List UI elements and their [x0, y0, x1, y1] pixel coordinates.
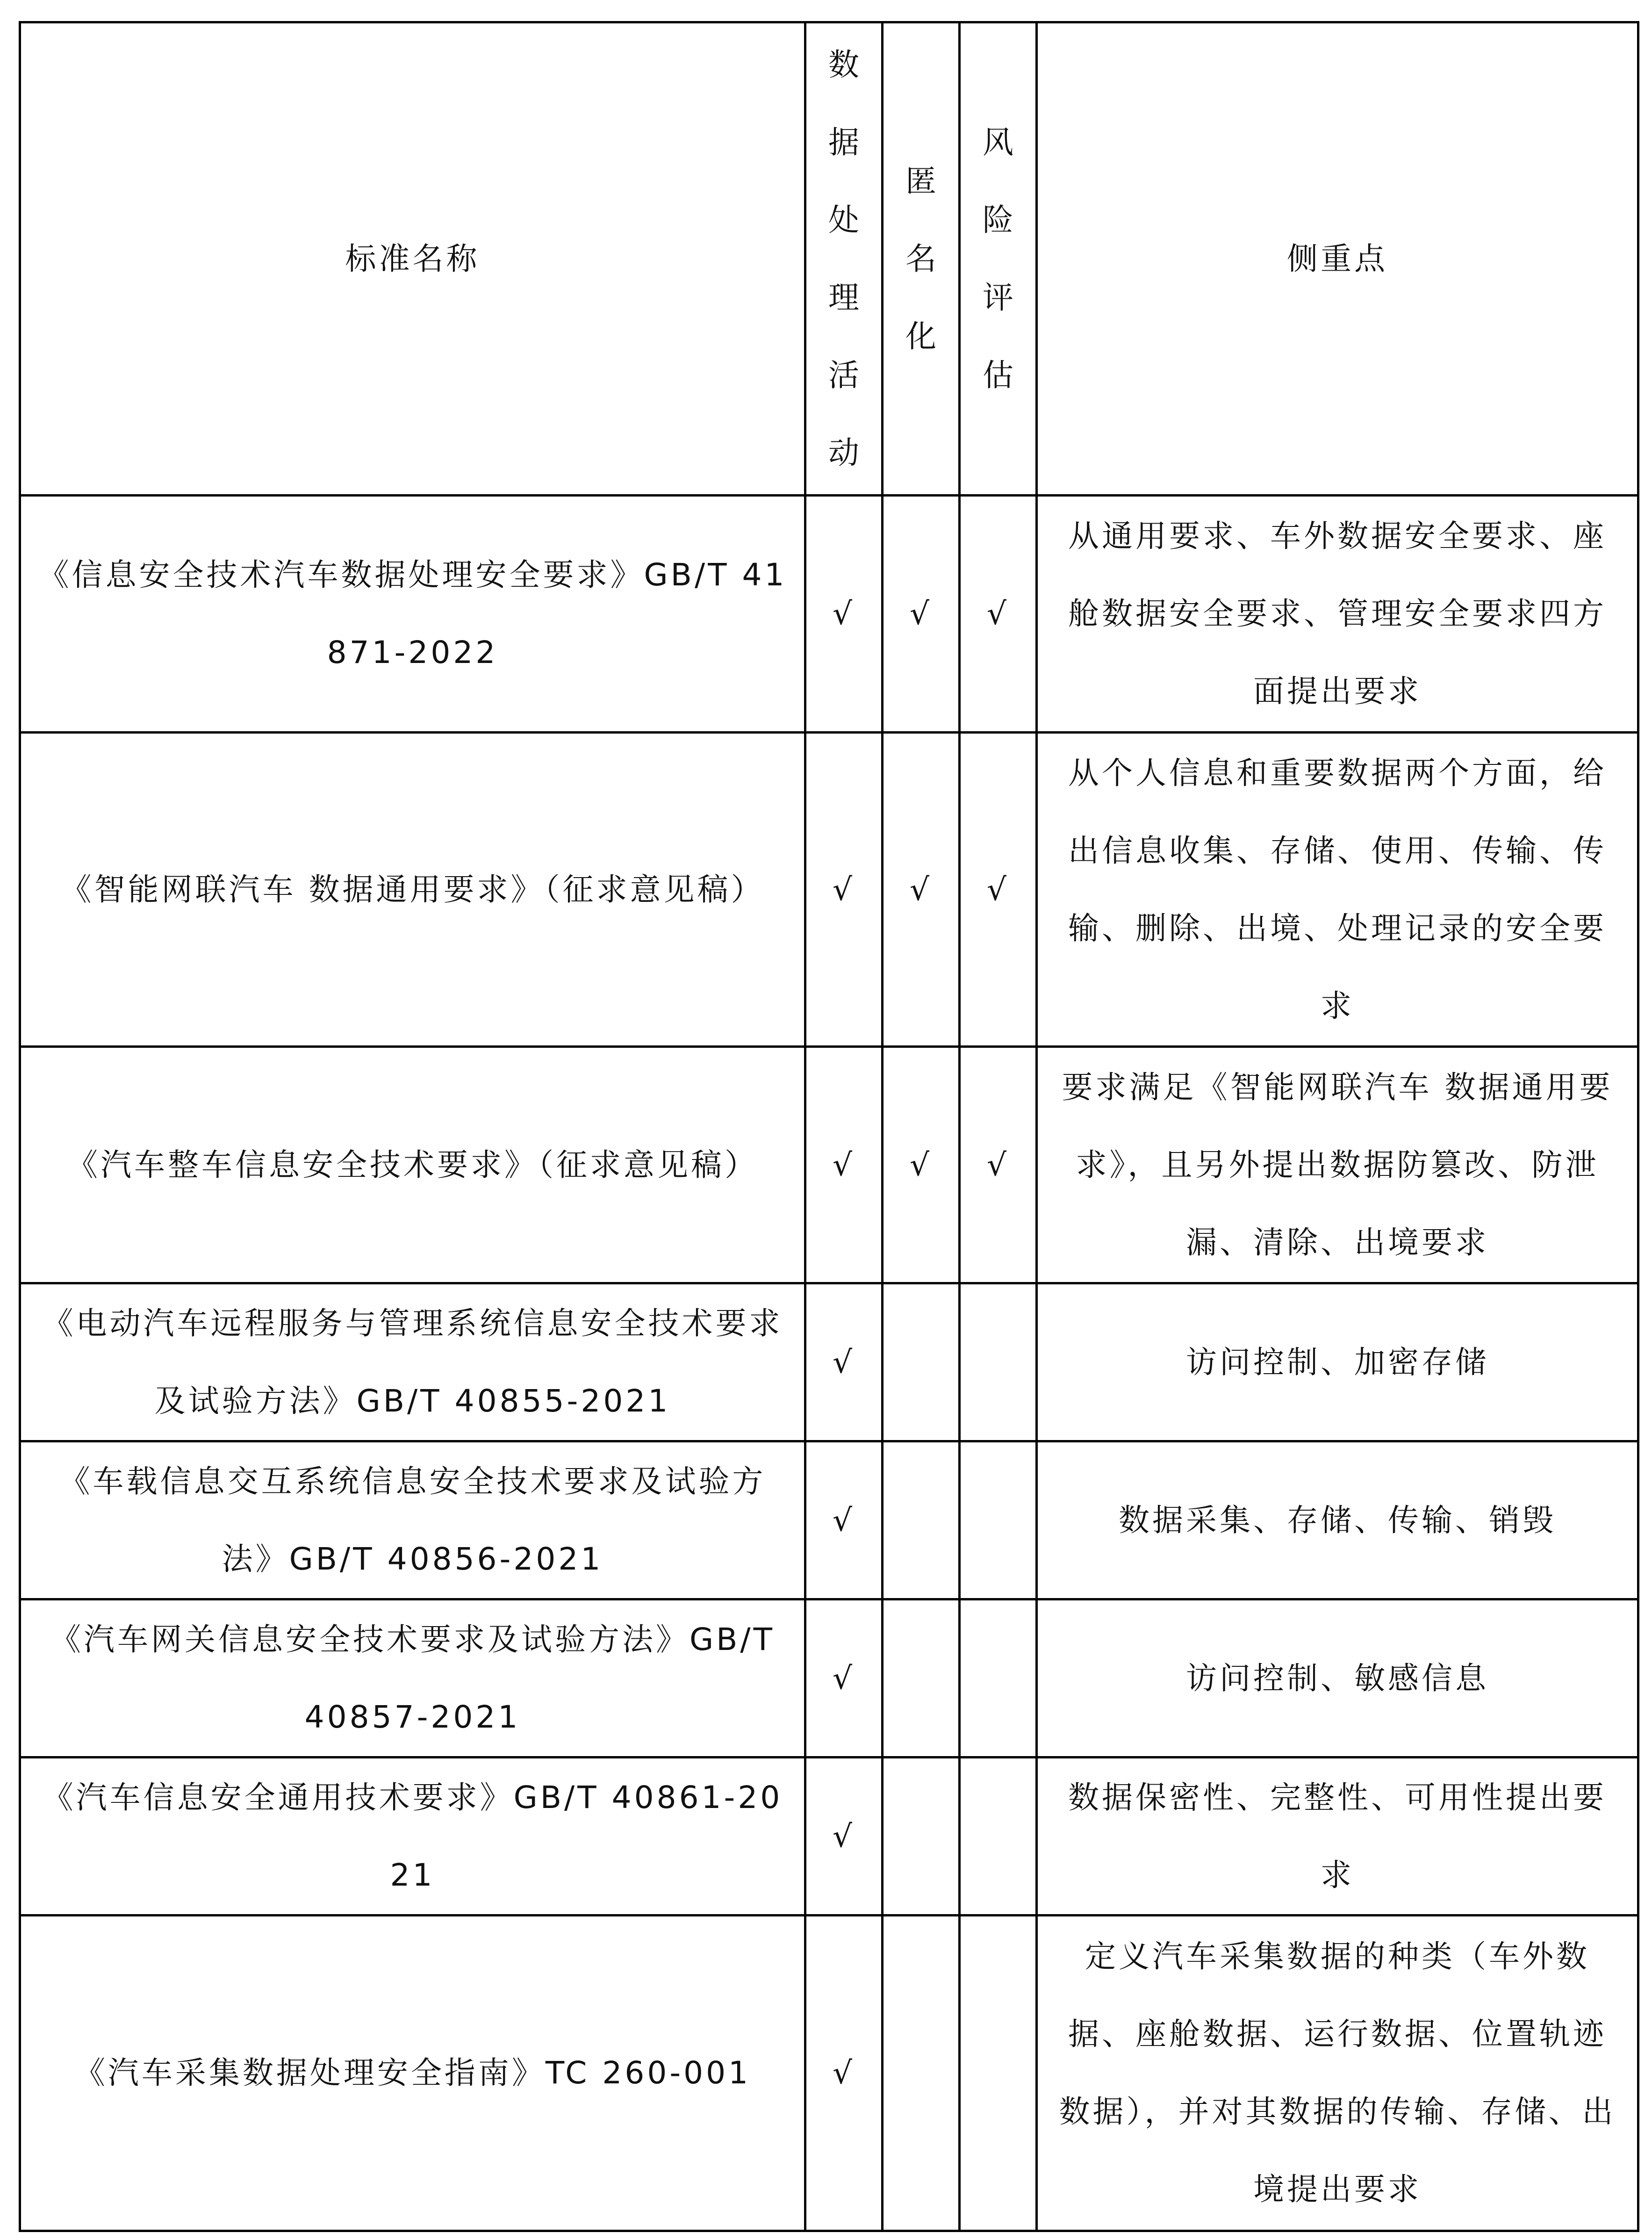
- table-row: [20, 1916, 1638, 2231]
- header-anonymization-cell: [883, 22, 960, 496]
- header-risk-assessment: 风险评估: [982, 124, 1013, 393]
- data-processing-check: √: [805, 1916, 883, 2231]
- table-row: [20, 1599, 1638, 1757]
- header-anonymization: 匿名化: [905, 163, 936, 354]
- focus-text: 要求满足《智能网联汽车 数据通用要求》，且另外提出数据防篡改、防泄漏、清除、出境要求: [1037, 1047, 1638, 1283]
- header-data-processing-cell: [805, 22, 883, 496]
- header-standard-name: 标准名称: [20, 22, 805, 496]
- standards-table: [19, 21, 1639, 2232]
- data-processing-check: √: [805, 496, 883, 733]
- focus-text: 访问控制、加密存储: [1037, 1283, 1638, 1441]
- table-row: [20, 733, 1638, 1047]
- risk-assessment-check: [960, 1916, 1037, 2231]
- anonymization-check: √: [883, 496, 960, 733]
- data-processing-check: √: [805, 1599, 883, 1757]
- focus-text: 数据采集、存储、传输、销毁: [1037, 1441, 1638, 1599]
- standard-name: 《汽车网关信息安全技术要求及试验方法》GB/T 40857-2021: [20, 1599, 805, 1757]
- risk-assessment-check: [960, 1283, 1037, 1441]
- anonymization-check: [883, 1283, 960, 1441]
- risk-assessment-check: [960, 1757, 1037, 1916]
- data-processing-check: √: [805, 1283, 883, 1441]
- standard-name: 《信息安全技术汽车数据处理安全要求》GB/T 41871-2022: [20, 496, 805, 733]
- anonymization-check: [883, 1599, 960, 1757]
- focus-text: 从通用要求、车外数据安全要求、座舱数据安全要求、管理安全要求四方面提出要求: [1037, 496, 1638, 733]
- focus-text: 定义汽车采集数据的种类（车外数据、座舱数据、运行数据、位置轨迹数据），并对其数据的传输、存储、出境提出要求: [1037, 1916, 1638, 2231]
- risk-assessment-check: [960, 1441, 1037, 1599]
- header-risk-assessment-cell: [960, 22, 1037, 496]
- table-row: [20, 1283, 1638, 1441]
- standard-name: 《汽车整车信息安全技术要求》（征求意见稿）: [20, 1047, 805, 1283]
- table-row: [20, 1441, 1638, 1599]
- anonymization-check: √: [883, 733, 960, 1047]
- table-row: [20, 1047, 1638, 1283]
- standard-name: 《汽车信息安全通用技术要求》GB/T 40861-2021: [20, 1757, 805, 1916]
- risk-assessment-check: √: [960, 496, 1037, 733]
- anonymization-check: [883, 1441, 960, 1599]
- standard-name: 《汽车采集数据处理安全指南》TC 260-001: [20, 1916, 805, 2231]
- anonymization-check: √: [883, 1047, 960, 1283]
- header-focus: 侧重点: [1037, 22, 1638, 496]
- risk-assessment-check: √: [960, 733, 1037, 1047]
- focus-text: 访问控制、敏感信息: [1037, 1599, 1638, 1757]
- standard-name: 《智能网联汽车 数据通用要求》（征求意见稿）: [20, 733, 805, 1047]
- risk-assessment-check: √: [960, 1047, 1037, 1283]
- data-processing-check: √: [805, 1441, 883, 1599]
- anonymization-check: [883, 1916, 960, 2231]
- standard-name: 《车载信息交互系统信息安全技术要求及试验方法》GB/T 40856-2021: [20, 1441, 805, 1599]
- standard-name: 《电动汽车远程服务与管理系统信息安全技术要求及试验方法》GB/T 40855-2021: [20, 1283, 805, 1441]
- header-row: [20, 22, 1638, 496]
- data-processing-check: √: [805, 1047, 883, 1283]
- anonymization-check: [883, 1757, 960, 1916]
- table-row: [20, 496, 1638, 733]
- focus-text: 从个人信息和重要数据两个方面，给出信息收集、存储、使用、传输、传输、删除、出境、处理记录的安全要求: [1037, 733, 1638, 1047]
- focus-text: 数据保密性、完整性、可用性提出要求: [1037, 1757, 1638, 1916]
- data-processing-check: √: [805, 1757, 883, 1916]
- table-row: [20, 1757, 1638, 1916]
- data-processing-check: √: [805, 733, 883, 1047]
- header-data-processing: 数据处理活动: [828, 46, 859, 471]
- risk-assessment-check: [960, 1599, 1037, 1757]
